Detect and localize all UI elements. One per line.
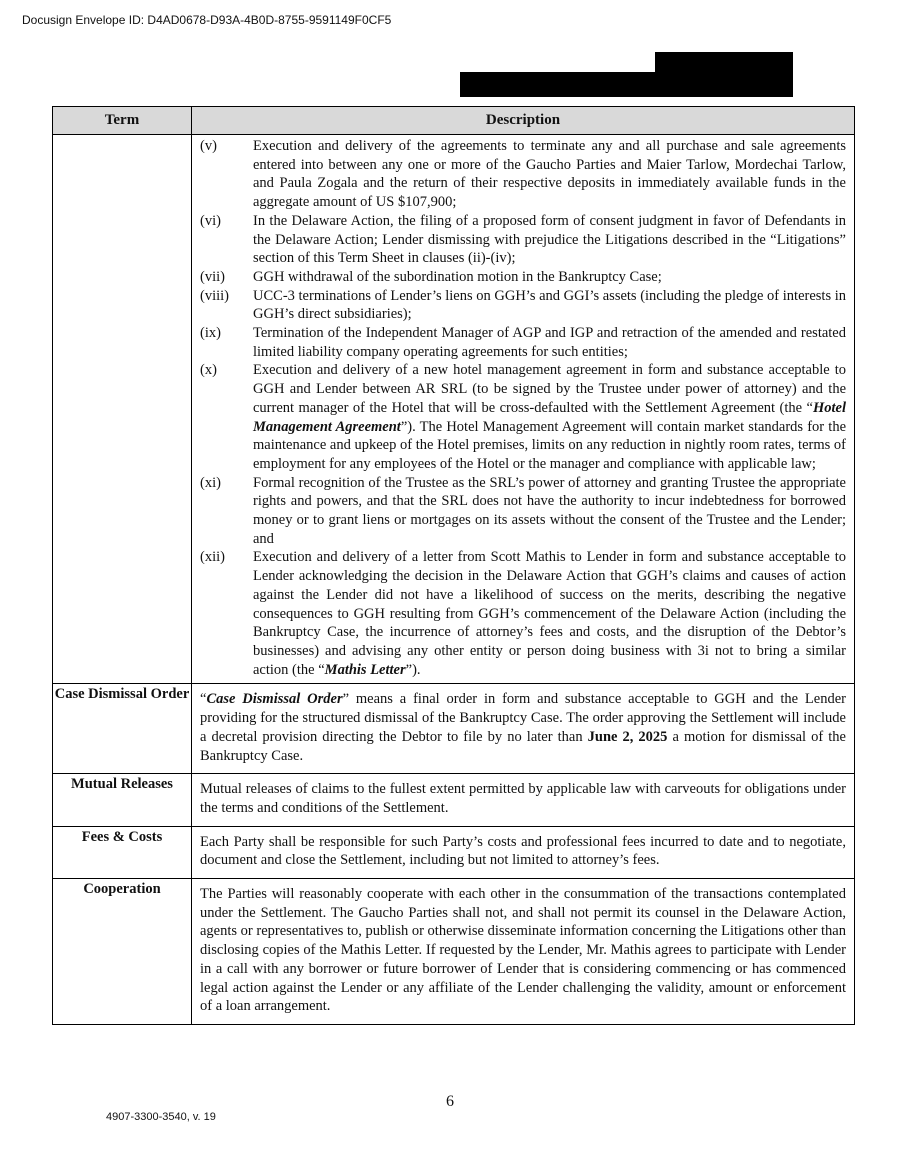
clause-number: (vi) <box>200 212 221 229</box>
envelope-id: Docusign Envelope ID: D4AD0678-D93A-4B0D-8755-9591149F0CF5 <box>22 13 392 27</box>
clause-number: (v) <box>200 138 217 154</box>
clause-item <box>200 548 846 679</box>
clause-number: (ix) <box>200 325 221 342</box>
clause-number: (x) <box>200 362 217 379</box>
quote-mark: “ <box>200 691 207 708</box>
clause-item <box>200 137 846 212</box>
description-mutual-releases: Mutual releases of claims to the fullest extent permitted by applicable law with carveouts for obligations under the terms and conditions of the Settlement. <box>192 774 855 826</box>
clause-text: In the Delaware Action, the filing of a proposed form of consent judgment in favor of Defendants in the Delaware Action; Lender dismissing with prejudice the Litigations described in the “Litigations” section of this Term Sheet in clauses (ii)-(iv); <box>253 212 846 267</box>
redaction-block <box>655 52 793 74</box>
term-cell-empty <box>53 135 192 684</box>
clause-text-part: Execution and delivery of a letter from Scott Mathis to Lender in form and substance acceptable to Lender acknowledging the decision in the Delaware Action that GGH’s claims and causes of action against the Lender did not have a likelihood of success on the merits, describing the negative consequences to GGH resulting from GGH’s commencement of the Delaware Action (including the Bankruptcy Case, the incurrence of attorney’s fees and costs, and the disruption of the Debtor’s businesses) and advising any other entity or person doing business with 3i not to bring a similar action (the “ <box>253 549 846 678</box>
clause-list <box>192 135 855 684</box>
defined-term: Mathis Letter <box>324 661 406 678</box>
table-row <box>53 826 855 878</box>
description-text: a motion for dismissal of the Bankruptcy Case. <box>200 728 846 764</box>
clause-text: UCC-3 terminations of Lender’s liens on GGH’s and GGI’s assets (including the pledge of interests in GGH’s direct subsidiaries); <box>253 287 846 323</box>
clause-number: (viii) <box>200 287 229 304</box>
term-sheet-table <box>52 106 855 1025</box>
clause-item <box>200 324 846 361</box>
clause-text-part: ”). The Hotel Management Agreement will contain market standards for the maintenance and upkeep of the Hotel premises, limits on any reduction in nightly room rates, terms of employment for any employees of the Hotel or the manager and compliance with applicable law; <box>253 418 847 472</box>
header-description: Description <box>192 107 855 135</box>
deadline-date: June 2, 2025 <box>587 728 668 745</box>
clause-text-part: ”). <box>405 661 421 678</box>
description-case-dismissal-order <box>192 684 855 774</box>
defined-term: Case Dismissal Order <box>206 691 343 708</box>
clause-item <box>200 474 846 549</box>
defined-term: Hotel Management Agreement <box>253 399 846 435</box>
clause-text: Execution and delivery of the agreements to terminate any and all purchase and sale agreements entered into between any one or more of the Gaucho Parties and Maier Tarlow, Mordechai Tarlow, and Paula Zogala and the return of their respective deposits in immediately available funds in the aggregate amount of US $107,900; <box>253 138 846 211</box>
clause-number: (vii) <box>200 268 225 285</box>
clause-number: (xi) <box>200 474 221 491</box>
header-term: Term <box>53 107 192 135</box>
description-text: ” means a final order in form and substance acceptable to GGH and the Lender providing for the structured dismissal of the Bankruptcy Case. The order approving the Settlement will include a decretal provision directing the Debtor to file by no later than <box>200 691 846 745</box>
table-row <box>53 774 855 826</box>
clause-item <box>200 361 846 473</box>
clause-text: GGH withdrawal of the subordination motion in the Bankruptcy Case; <box>253 268 662 285</box>
clause-item <box>200 287 846 324</box>
page-number: 6 <box>446 1093 454 1110</box>
document-id: 4907-3300-3540, v. 19 <box>106 1111 216 1123</box>
table-header-row <box>53 107 855 135</box>
redaction-block <box>460 72 793 97</box>
clause-text: Termination of the Independent Manager of AGP and IGP and retraction of the amended and restated limited liability company operating agreements for such entities; <box>253 325 846 360</box>
clause-item <box>200 212 846 268</box>
clause-text: Formal recognition of the Trustee as the SRL’s power of attorney and granting Trustee the appropriate rights and powers, and that the SRL does not have the authority to incur indebtedness for borrowed money or to grant liens or mortgages on its assets without the consent of the Trustee and the Lender; and <box>253 474 846 547</box>
term-mutual-releases: Mutual Releases <box>53 774 192 826</box>
description-fees-costs: Each Party shall be responsible for such Party’s costs and professional fees incurred to date and to negotiate, document and close the Settlement, including but not limited to attorney’s fees. <box>192 826 855 878</box>
term-cooperation: Cooperation <box>53 879 192 1025</box>
table-row <box>53 135 855 684</box>
clause-item <box>200 268 846 287</box>
description-cooperation: The Parties will reasonably cooperate with each other in the consummation of the transactions contemplated under the Settlement. The Gaucho Parties shall not, and shall not permit its counsel in the Delaware Action, agents or representatives to, publish or otherwise disseminate information concerning the Litigations other than disclosing copies of the Mathis Letter. If requested by the Lender, Mr. Mathis agrees to participate with Lender in a call with any borrower or future borrower of Lender that is considering commencing or has commenced legal action against the Lender or any affiliate of the Lender challenging the validity, amount or enforcement of a loan arrangement. <box>192 879 855 1025</box>
table-row <box>53 879 855 1025</box>
clause-text-part: Execution and delivery of a new hotel management agreement in form and substance acceptable to GGH and Lender between AR SRL (to be signed by the Trustee under power of attorney) and the current manager of the Hotel that will be cross-defaulted with the Settlement Agreement (the “ <box>253 362 846 416</box>
table-row <box>53 684 855 774</box>
term-fees-costs: Fees & Costs <box>53 826 192 878</box>
clause-number: (xii) <box>200 549 225 566</box>
clause-text <box>253 361 846 473</box>
term-case-dismissal-order: Case Dismissal Order <box>53 684 192 774</box>
clause-text <box>253 548 846 679</box>
